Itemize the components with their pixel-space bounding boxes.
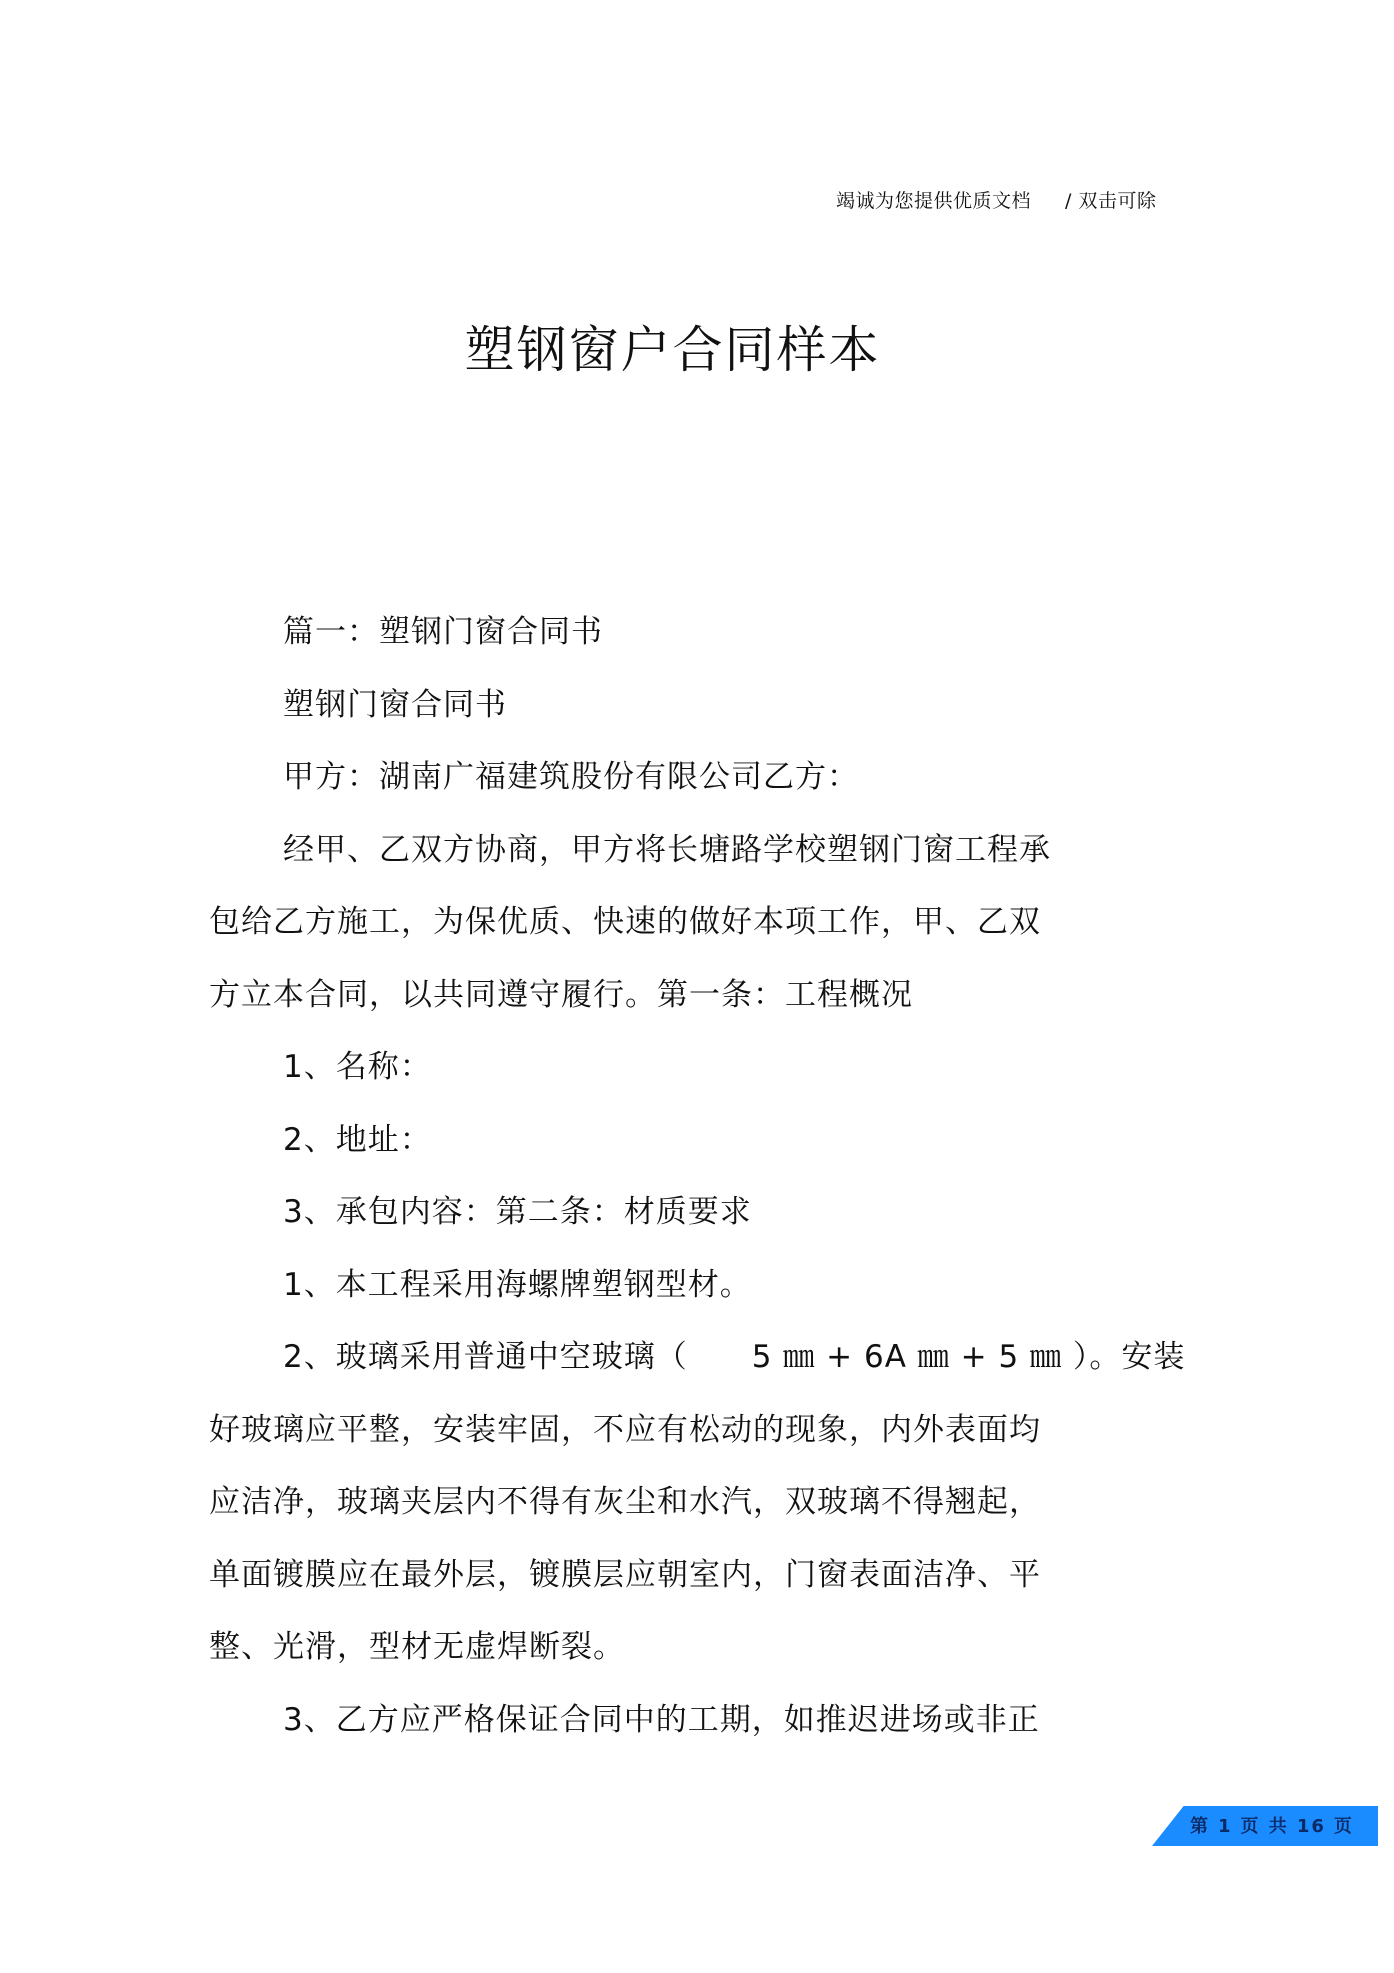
header-note-text: 竭诚为您提供优质文档 [836, 190, 1032, 212]
body-line: 好玻璃应平整，安装牢固，不应有松动的现象，内外表面均 [209, 1412, 1041, 1448]
list-item: 2、玻璃采用普通中空玻璃（ 5 ㎜ + 6A ㎜ + 5 ㎜ ）。安装 [283, 1339, 1186, 1375]
body-line: 包给乙方施工，为保优质、快速的做好本项工作，甲、乙双 [209, 904, 1041, 940]
page-suffix: 页 [1333, 1816, 1354, 1837]
current-page: 1 [1218, 1816, 1233, 1837]
list-item: 3、乙方应严格保证合同中的工期，如推迟进场或非正 [283, 1702, 1040, 1738]
document-title: 塑钢窗户合同样本 [464, 321, 881, 379]
page-number [1190, 1812, 1354, 1838]
body-line: 整、光滑，型材无虚焊断裂。 [209, 1629, 625, 1665]
page-prefix: 第 [1190, 1816, 1210, 1837]
contract-name: 塑钢门窗合同书 [283, 687, 507, 723]
page-middle: 页 共 [1240, 1816, 1289, 1837]
body-line: 经甲、乙双方协商，甲方将长塘路学校塑钢门窗工程承 [283, 832, 1051, 868]
list-item: 1、名称： [283, 1049, 432, 1085]
list-item: 3、承包内容：第二条：材质要求 [283, 1194, 752, 1230]
parties-line: 甲方：湖南广福建筑股份有限公司乙方： [283, 759, 859, 795]
list-item: 1、本工程采用海螺牌塑钢型材。 [283, 1267, 752, 1303]
header-note-remove[interactable]: / 双击可除 [1065, 190, 1157, 212]
body-line: 方立本合同，以共同遵守履行。第一条：工程概况 [209, 977, 913, 1013]
total-pages: 16 [1296, 1816, 1326, 1837]
body-line: 应洁净，玻璃夹层内不得有灰尘和水汽，双玻璃不得翘起， [209, 1484, 1041, 1520]
header-note [836, 186, 1156, 213]
section-heading: 篇一：塑钢门窗合同书 [283, 614, 603, 650]
list-item: 2、地址： [283, 1122, 432, 1158]
body-line: 单面镀膜应在最外层，镀膜层应朝室内，门窗表面洁净、平 [209, 1557, 1041, 1593]
